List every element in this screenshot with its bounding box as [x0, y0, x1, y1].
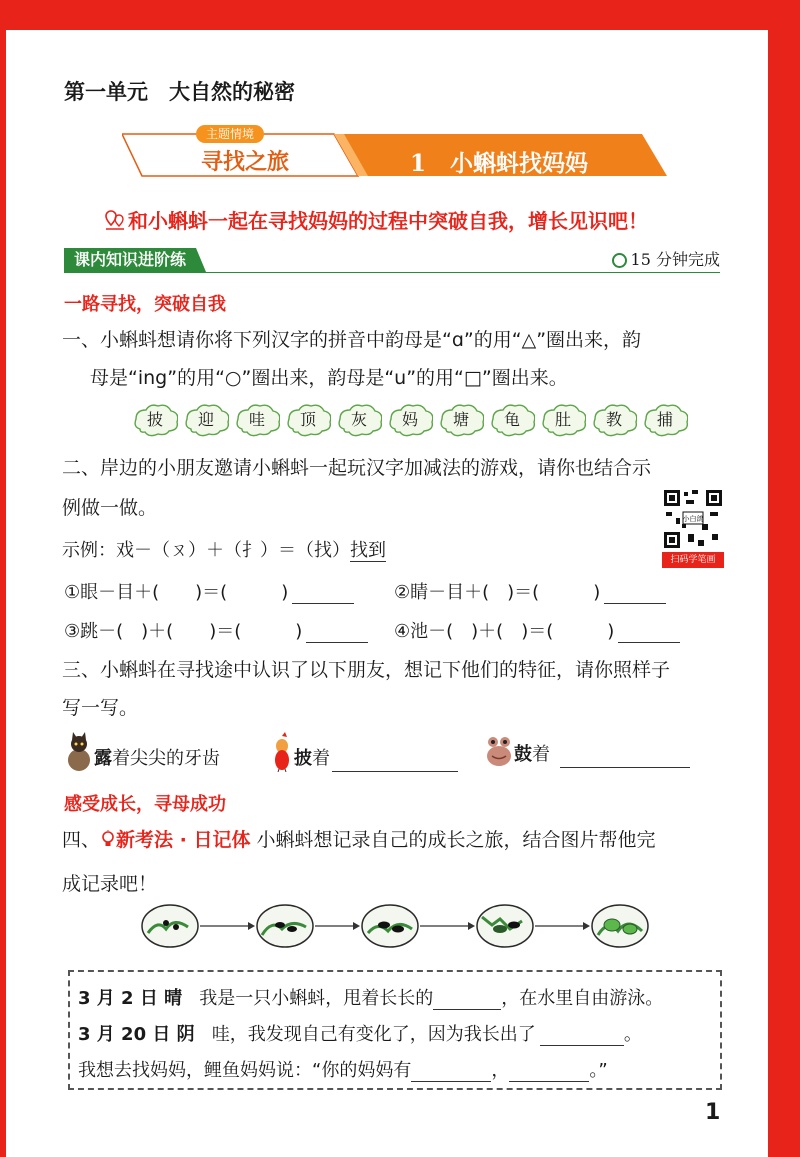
- qr-code-image: [662, 488, 724, 550]
- q4-line1: [62, 822, 656, 858]
- diary-row3-text: 我想去找妈妈，鲤鱼妈妈说：“你的妈妈有: [78, 1060, 412, 1081]
- friend1-bold: 露: [94, 748, 112, 769]
- cloud-character: 塘: [452, 410, 469, 429]
- friend3-blank[interactable]: [560, 749, 690, 768]
- friend3-bold: 鼓: [514, 744, 532, 765]
- slogan-text: 和小蝌蚪一起在寻找妈妈的过程中突破自我，增长见识吧！: [128, 209, 648, 233]
- cloud-character: 顶: [299, 410, 316, 429]
- unit-title: 第一单元 大自然的秘密: [64, 79, 295, 104]
- diary-blank-4[interactable]: [509, 1063, 589, 1082]
- cloud-character: 迎: [197, 410, 214, 429]
- q3-line2: 写一写。: [62, 697, 139, 719]
- q2-item2-text: ②睛－目＋( )＝( ): [394, 582, 601, 603]
- friend-frog: [484, 732, 690, 768]
- timer-text: 15 分钟完成: [630, 250, 720, 269]
- q2-item3-blank[interactable]: [306, 624, 368, 643]
- cloud-character: 肚: [554, 410, 571, 429]
- q1-line2: 母是“ing”的用“○”圈出来，韵母是“u”的用“□”圈出来。: [90, 367, 568, 389]
- diary-row1-date: 3 月 2 日 晴: [78, 988, 183, 1009]
- growth-stage-3: [362, 905, 418, 947]
- frog-icon: [484, 732, 514, 768]
- diary-row-2: [78, 1020, 642, 1046]
- q2-example-prefix: 示例：戏－（ㄡ）＋（扌）＝（找）: [62, 540, 350, 561]
- part1-heading: 一路寻找，突破自我: [64, 294, 226, 315]
- q4-line1-text: 小蝌蚪想记录自己的成长之旅，结合图片帮他完: [256, 829, 656, 851]
- diary-row1-text: 我是一只小蝌蚪，甩着长长的: [199, 988, 434, 1009]
- lightbulb-icon: [100, 830, 116, 848]
- growth-stage-4: [477, 905, 533, 947]
- growth-stage-2: [257, 905, 313, 947]
- q2-example: [62, 536, 386, 562]
- diary-row1-end: ，在水里自由游泳。: [501, 988, 664, 1009]
- cloud-character: 捕: [656, 410, 673, 429]
- character-cloud[interactable]: [234, 403, 280, 437]
- growth-image-strip: [140, 903, 660, 949]
- cloud-character: 灰: [350, 410, 367, 429]
- diary-blank-3[interactable]: [411, 1063, 491, 1082]
- theme-tag: 主题情境: [196, 125, 264, 143]
- diary-row3-mid: ，: [491, 1060, 510, 1081]
- arrow-2: [315, 922, 360, 930]
- q2-item1-blank[interactable]: [292, 585, 354, 604]
- map-pin-icon: [104, 209, 126, 231]
- slogan: [104, 205, 648, 234]
- diary-row-1: [78, 984, 663, 1010]
- q1-line1: 一、小蝌蚪想请你将下列汉字的拼音中韵母是“ɑ”的用“△”圈出来，韵: [62, 329, 642, 351]
- character-cloud[interactable]: [489, 403, 535, 437]
- q2-example-answer: 找到: [350, 540, 386, 561]
- q2-item4: [394, 617, 680, 643]
- rooster-icon: [270, 732, 294, 772]
- friend2-rest: 着: [312, 748, 330, 769]
- growth-stage-1: [142, 905, 198, 947]
- cloud-character: 龟: [503, 410, 520, 429]
- diary-row2-text: 哇，我发现自己有变化了，因为我长出了: [211, 1024, 536, 1045]
- q2-item4-blank[interactable]: [618, 624, 680, 643]
- q2-item4-text: ④池－( )＋( )＝( ): [394, 621, 615, 642]
- character-cloud[interactable]: [642, 403, 688, 437]
- qr-pattern: [662, 488, 724, 550]
- qr-label: 扫码学笔画: [662, 552, 724, 568]
- growth-stage-5: [592, 905, 648, 947]
- character-cloud[interactable]: [438, 403, 484, 437]
- q2-line2: 例做一做。: [62, 497, 158, 519]
- arrow-4: [535, 922, 590, 930]
- q2-item1: [64, 578, 354, 604]
- theme-name: 寻找之旅: [200, 150, 289, 175]
- friend2-blank[interactable]: [332, 753, 458, 772]
- q4-prefix: 四、: [62, 829, 101, 851]
- timer: [612, 248, 720, 272]
- section-bar: [64, 248, 720, 273]
- q2-item2: [394, 578, 666, 604]
- qr-code[interactable]: [662, 488, 724, 568]
- character-clouds: [132, 403, 692, 439]
- page-number: 1: [705, 1100, 721, 1125]
- friend-rooster: [270, 732, 458, 772]
- q2-item3: [64, 617, 368, 643]
- diary-row2-date: 3 月 20 日 阴: [78, 1024, 195, 1045]
- part2-heading: 感受成长，寻母成功: [64, 794, 226, 815]
- character-cloud[interactable]: [387, 403, 433, 437]
- q2-item1-text: ①眼－目＋( )＝( ): [64, 582, 289, 603]
- character-cloud[interactable]: [591, 403, 637, 437]
- qr-center-label: 小白鸽: [682, 515, 704, 523]
- lesson-number: 1: [410, 150, 427, 177]
- friend2-bold: 披: [294, 748, 312, 769]
- friend3-rest: 着: [532, 744, 550, 765]
- section-label: 课内知识进阶练: [64, 248, 196, 272]
- character-cloud[interactable]: [336, 403, 382, 437]
- diary-blank-1[interactable]: [433, 991, 501, 1010]
- diary-row-3: [78, 1056, 608, 1082]
- diary-row2-end: 。: [623, 1024, 642, 1045]
- character-cloud[interactable]: [132, 403, 178, 437]
- diary-box: [68, 970, 722, 1090]
- q2-line1: 二、岸边的小朋友邀请小蝌蚪一起玩汉字加减法的游戏，请你也结合示: [62, 457, 652, 479]
- q3-line1: 三、小蝌蚪在寻找途中认识了以下朋友，想记下他们的特征，请你照样子: [62, 659, 671, 681]
- friend1-rest: 着尖尖的牙齿: [112, 748, 220, 769]
- q2-item3-text: ③跳－( )＋( )＝( ): [64, 621, 303, 642]
- clock-icon: [612, 253, 627, 268]
- diary-row3-end: 。”: [589, 1060, 608, 1081]
- character-cloud[interactable]: [285, 403, 331, 437]
- arrow-3: [420, 922, 475, 930]
- lesson-title-text: 小蝌蚪找妈妈: [450, 150, 589, 177]
- cat-icon: [64, 732, 94, 772]
- arrow-1: [200, 922, 255, 930]
- q4-line2: 成记录吧！: [62, 873, 158, 895]
- q2-item2-blank[interactable]: [604, 585, 666, 604]
- cloud-character: 妈: [401, 410, 418, 429]
- character-cloud[interactable]: [183, 403, 229, 437]
- lesson-title: [410, 145, 588, 178]
- cloud-character: 哇: [248, 410, 265, 429]
- character-cloud[interactable]: [540, 403, 586, 437]
- cloud-character: 披: [146, 410, 163, 429]
- diary-blank-2[interactable]: [540, 1027, 624, 1046]
- cloud-character: 教: [605, 410, 622, 429]
- friend-cat: [64, 732, 220, 772]
- q4-tag: 新考法 · 日记体: [116, 829, 251, 851]
